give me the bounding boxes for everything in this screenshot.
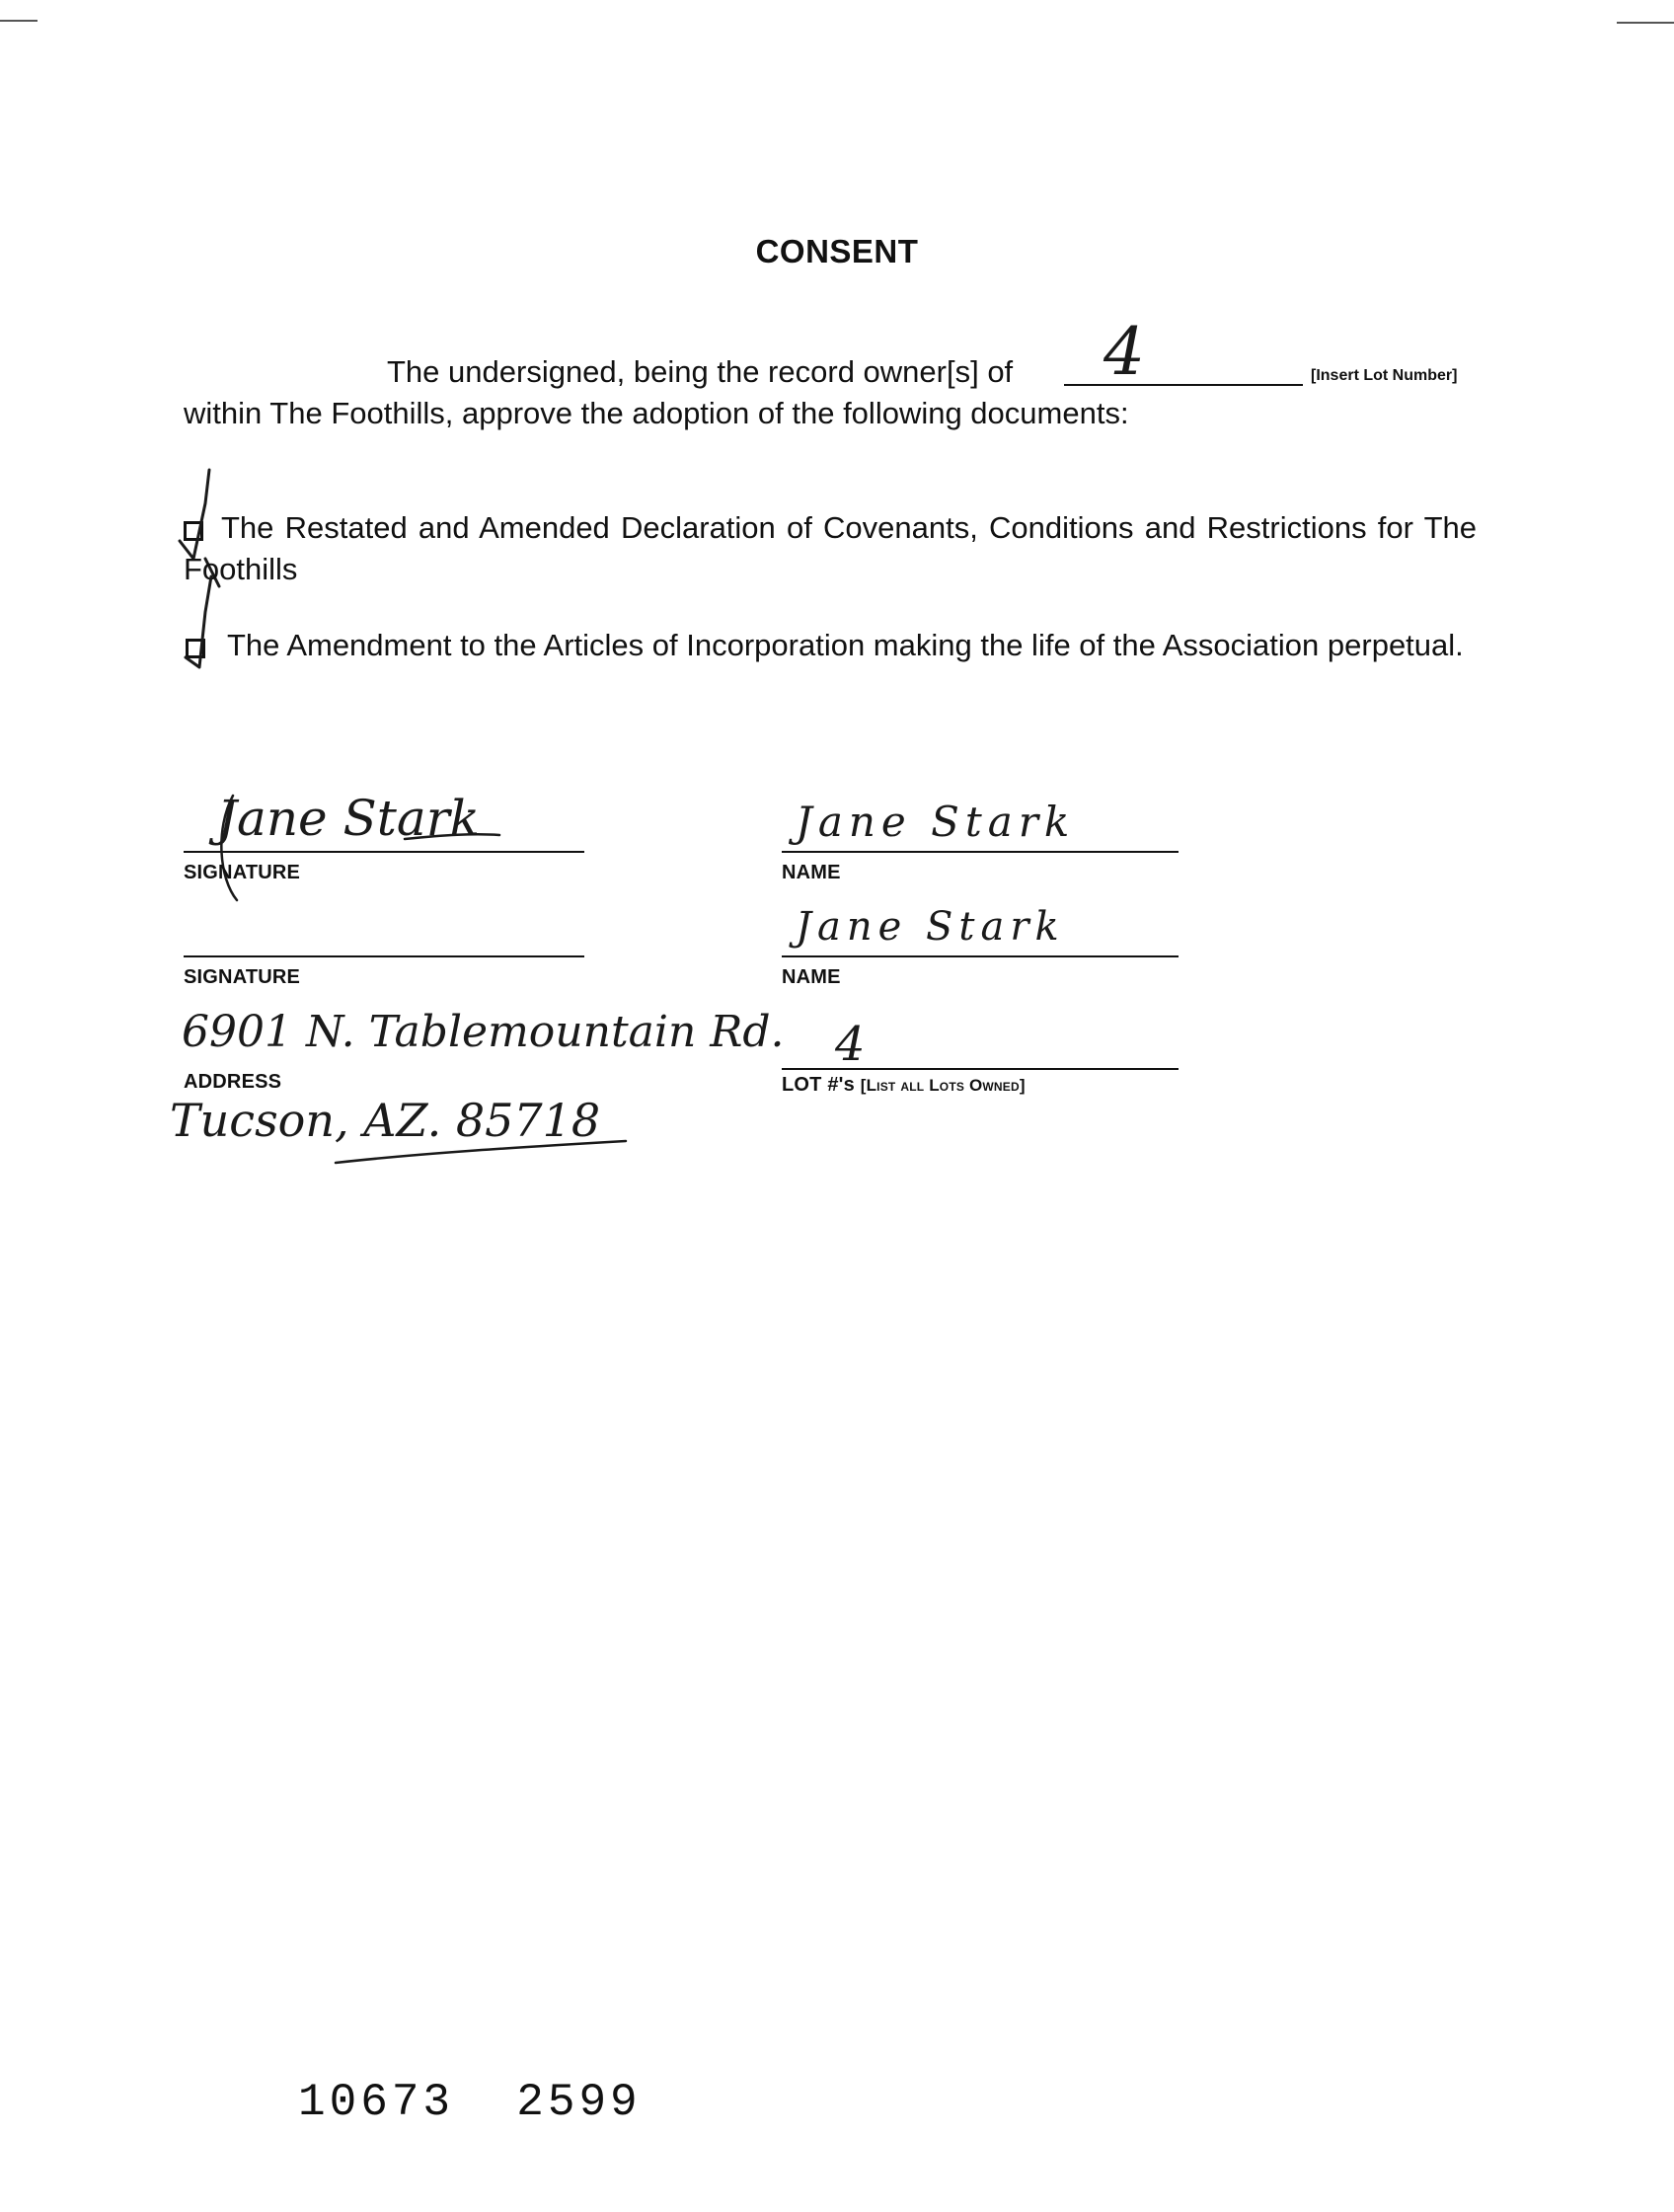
lot-number-blank-line <box>1064 384 1303 386</box>
signature-1-flourish <box>207 790 503 908</box>
intro-line-1: The undersigned, being the record owner[s] of <box>387 354 1014 389</box>
recording-stamp: 10673 2599 <box>298 2077 642 2128</box>
document-title: CONSENT <box>755 233 919 269</box>
name-1-label: NAME <box>782 862 841 883</box>
address-label: ADDRESS <box>184 1071 282 1093</box>
name-2-label: NAME <box>782 966 841 988</box>
scan-edge-mark-left <box>0 20 38 22</box>
lot-owned-handwritten: 4 <box>835 1017 866 1072</box>
signature-1-handwritten: Jane Stark <box>217 790 480 847</box>
name-1-handwritten: Jane Stark <box>796 798 1076 846</box>
name-2-handwritten: Jane Stark <box>796 904 1065 950</box>
signature-1-label: SIGNATURE <box>184 862 301 883</box>
lot-number-handwritten: 4 <box>1103 314 1145 390</box>
item-2-text: The Amendment to the Articles of Incorporation making the life of the Association perpetual. <box>227 628 1464 662</box>
address-line-2-handwritten: Tucson, AZ. 85718 <box>170 1094 601 1147</box>
signature-2-label: SIGNATURE <box>184 966 301 988</box>
name-1-line <box>782 851 1179 853</box>
signature-2-line <box>184 955 584 957</box>
intro-line-2: within The Foothills, approve the adoption of the following documents: <box>184 396 1129 430</box>
address-line-1-handwritten: 6901 N. Tablemountain Rd. <box>182 1007 785 1057</box>
scan-edge-mark-right <box>1617 22 1674 24</box>
item-1-text: The Restated and Amended Declaration of Covenants, Conditions and Restrictions for The Foothills <box>184 510 1477 586</box>
insert-lot-number-hint: [Insert Lot Number] <box>1311 367 1458 384</box>
lot-owned-label <box>782 1074 1026 1097</box>
lot-owned-label-prefix: LOT #'s <box>782 1074 855 1096</box>
address-underline-stroke <box>326 1123 632 1173</box>
lot-owned-label-hint: [List all Lots Owned] <box>860 1076 1026 1095</box>
name-2-line <box>782 955 1179 957</box>
